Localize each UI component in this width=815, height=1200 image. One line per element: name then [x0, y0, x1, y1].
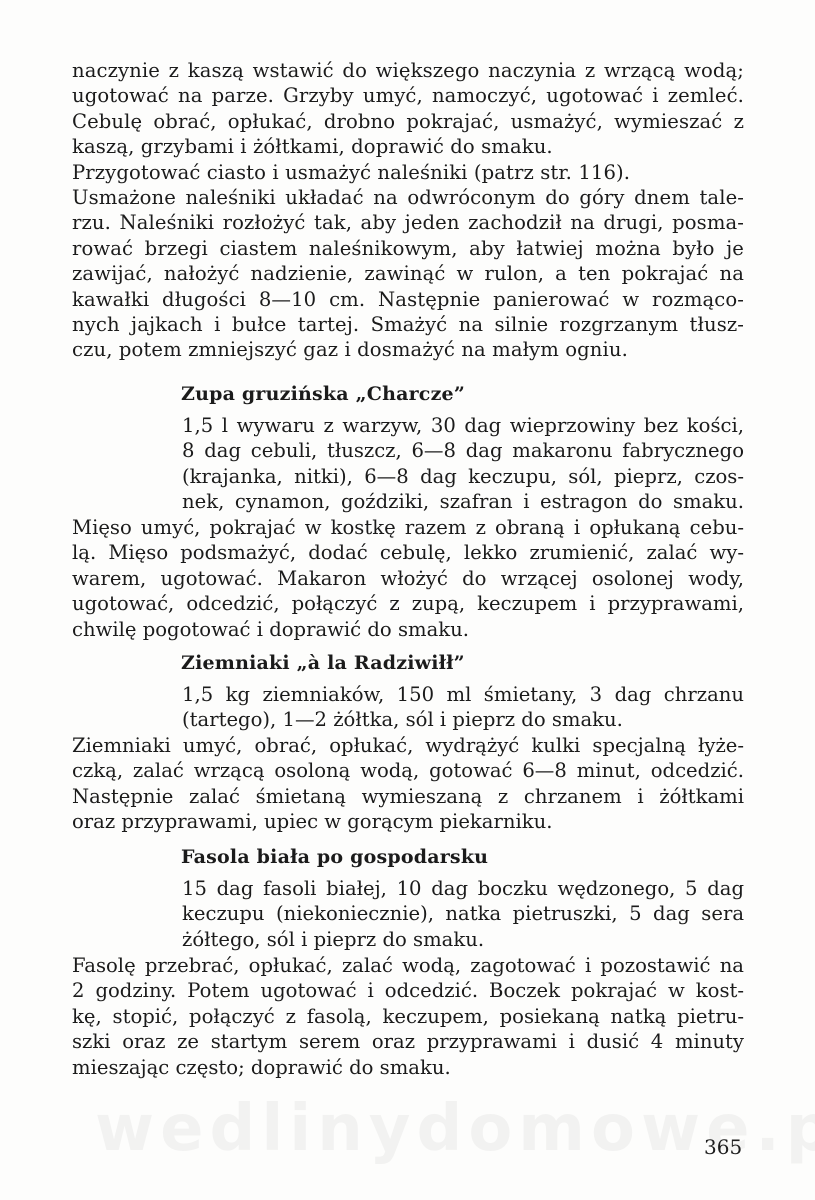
- recipe-ingredients: [182, 682, 744, 733]
- ingredient-line: 15 dag fasoli białej, 10 dag boczku wędzonego, 5 dag: [182, 877, 744, 900]
- ingredient-line: nek, cynamon, goździki, szafran i estragon do smaku.: [182, 490, 744, 514]
- method-line: ugotować, odcedzić, połączyć z zupą, keczupem i przyprawami,: [72, 592, 744, 616]
- method-line: Następnie zalać śmietaną wymieszaną z chrzanem i żółtkami: [72, 784, 744, 808]
- text-line: nych jajkach i bułce tartej. Smażyć na silnie rozgrzanym tłusz-: [72, 312, 744, 336]
- recipe-ingredients: [182, 876, 744, 952]
- recipe-method: [72, 733, 744, 835]
- ingredient-line: 1,5 kg ziemniaków, 150 ml śmietany, 3 dag chrzanu: [182, 683, 744, 706]
- text-line: rzu. Naleśniki rozłożyć tak, aby jeden zachodził na drugi, posma-: [72, 211, 744, 235]
- method-line: lą. Mięso podsmażyć, dodać cebulę, lekko zrumienić, zalać wy-: [72, 541, 744, 565]
- ingredient-line: keczupu (niekoniecznie), natka pietruszki, 5 dag sera: [182, 902, 744, 926]
- method-line: chwilę pogotować i doprawić do smaku.: [72, 617, 469, 641]
- recipe-title: Ziemniaki „à la Radziwiłł”: [181, 652, 465, 674]
- method-line: oraz przyprawami, upiec w gorącym piekarniku.: [72, 810, 553, 834]
- method-line: warem, ugotować. Makaron włożyć do wrzącej osolonej wody,: [72, 566, 744, 590]
- method-line: czką, zalać wrzącą osoloną wodą, gotować 6—8 minut, odcedzić.: [72, 759, 744, 783]
- ingredient-line: (krajanka, nitki), 6—8 dag keczupu, sól, pieprz, czos-: [182, 464, 744, 488]
- text-line: naczynie z kaszą wstawić do większego naczynia z wrzącą wodą;: [72, 59, 744, 82]
- ingredient-line: żółtego, sól i pieprz do smaku.: [182, 927, 485, 951]
- ingredient-line: 8 dag cebuli, tłuszcz, 6—8 dag makaronu fabrycznego: [182, 439, 744, 463]
- method-line: kę, stopić, połączyć z fasolą, keczupem, posiekaną natką pietru-: [72, 1004, 744, 1028]
- method-line: Fasolę przebrać, opłukać, zalać wodą, zagotować i pozostawić na: [72, 954, 744, 977]
- text-line: kaszą, grzybami i żółtkami, doprawić do smaku.: [72, 135, 553, 159]
- ingredient-line: 1,5 l wywaru z warzyw, 30 dag wieprzowiny bez kości,: [182, 414, 744, 437]
- recipe-method: [72, 515, 744, 642]
- text-line: zawijać, nałożyć nadzienie, zawinąć w rulon, a ten pokrajać na: [72, 262, 744, 286]
- text-line: kawałki długości 8—10 cm. Następnie panierować w rozmąco-: [72, 287, 744, 311]
- text-line: Usmażone naleśniki układać na odwróconym do góry dnem tale-: [72, 185, 744, 209]
- ingredient-line: (tartego), 1—2 żółtka, sól i pieprz do smaku.: [182, 708, 623, 732]
- method-line: 2 godziny. Potem ugotować i odcedzić. Boczek pokrajać w kost-: [72, 979, 744, 1003]
- watermark: [95, 1092, 735, 1166]
- method-line: Ziemniaki umyć, obrać, opłukać, wydrążyć kulki specjalną łyże-: [72, 734, 744, 757]
- method-line: szki oraz ze startym serem oraz przyprawami i dusić 4 minuty: [72, 1030, 744, 1054]
- text-line: Cebulę obrać, opłukać, drobno pokrajać, usmażyć, wymieszać z: [72, 109, 744, 133]
- method-line: Mięso umyć, pokrajać w kostkę razem z obraną i opłukaną cebu-: [72, 516, 744, 539]
- method-line: mieszając często; doprawić do smaku.: [72, 1055, 451, 1079]
- intro-paragraph: [72, 58, 744, 363]
- text-line: ugotować na parze. Grzyby umyć, namoczyć, ugotować i zemleć.: [72, 84, 744, 108]
- text-line: rować brzegi ciastem naleśnikowym, aby łatwiej można było je: [72, 236, 744, 260]
- recipe-title: Zupa gruzińska „Charcze”: [181, 383, 465, 405]
- text-line: Przygotować ciasto i usmażyć naleśniki (patrz str. 116).: [72, 160, 631, 184]
- text-line: czu, potem zmniejszyć gaz i dosmażyć na małym ogniu.: [72, 338, 628, 362]
- recipe-method: [72, 953, 744, 1080]
- recipe-ingredients: [182, 413, 744, 515]
- page-number: 365: [704, 1135, 743, 1159]
- recipe-title: Fasola biała po gospodarsku: [181, 846, 489, 868]
